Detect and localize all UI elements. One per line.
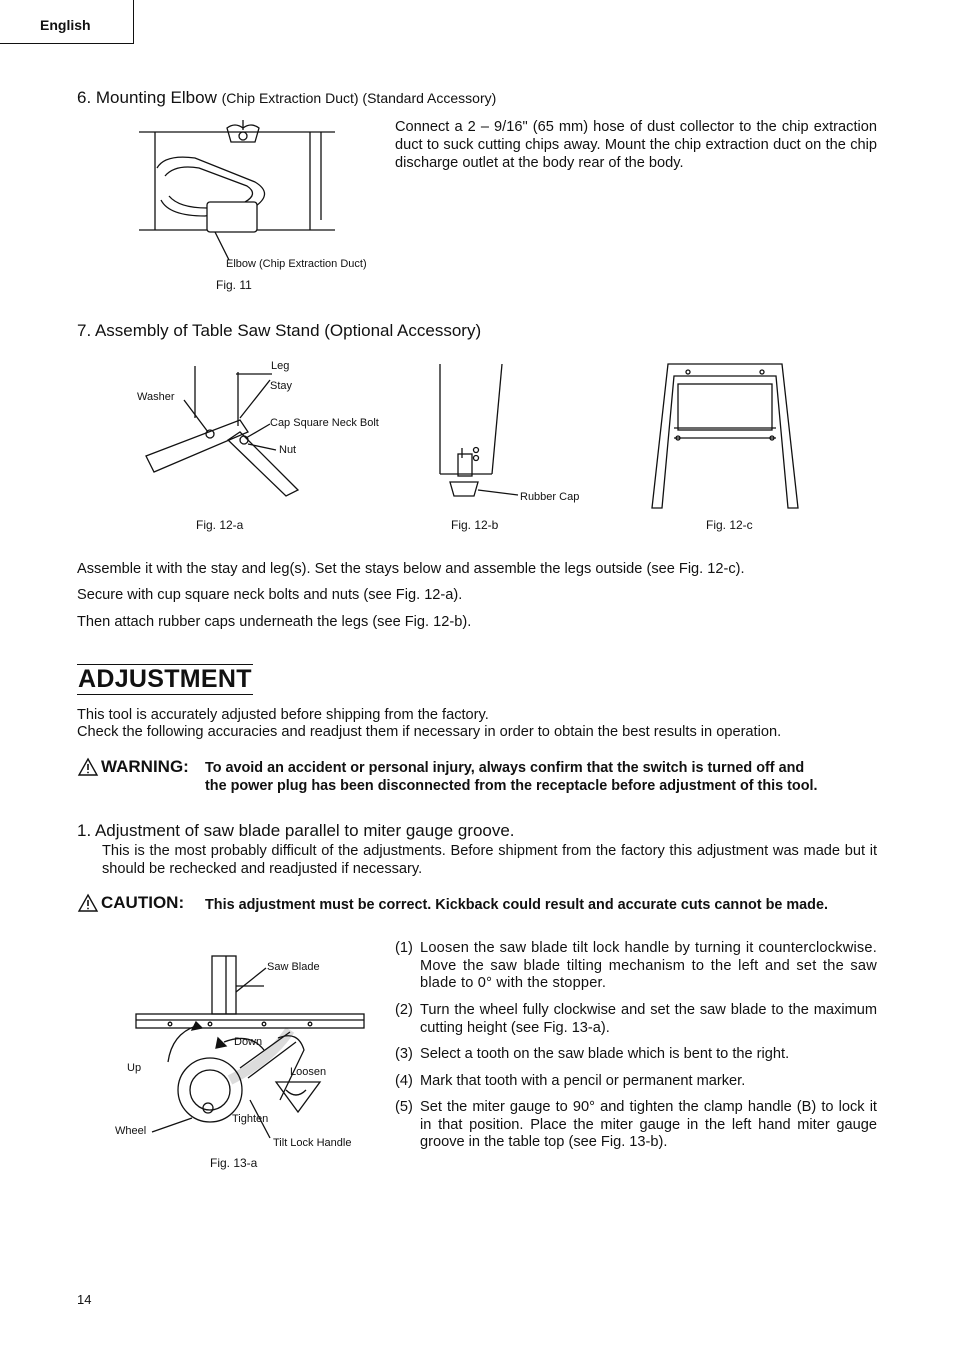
adjustment-intro-2: Check the following accuracies and readjust them if necessary in order to obtain the best results in operation. xyxy=(77,724,782,740)
step-1-number: (1) xyxy=(395,940,413,956)
fig-11-elbow-label: Elbow (Chip Extraction Duct) xyxy=(226,258,367,270)
fig-12a-caption: Fig. 12-a xyxy=(196,518,244,532)
section-7-para-2: Secure with cup square neck bolts and nuts (see Fig. 12-a). xyxy=(77,587,463,603)
step-5-text: Set the miter gauge to 90° and tighten the clamp handle (B) to lock it in that position. Place the miter gauge in the left hand miter gauge groove in the table top (see Fig. 13-b). xyxy=(420,1099,877,1150)
fig-13a-wheel-label: Wheel xyxy=(115,1125,147,1137)
fig-13a-loosen-label: Loosen xyxy=(290,1066,327,1078)
fig-12a-leg-label: Leg xyxy=(271,360,290,372)
fig-13a-up-label: Up xyxy=(127,1062,142,1074)
warning-text-line-1: To avoid an accident or personal injury, always confirm that the switch is turned off and xyxy=(205,760,805,776)
fig-11-drawing xyxy=(135,120,345,250)
step-5-number: (5) xyxy=(395,1099,413,1115)
section-7-title: 7. Assembly of Table Saw Stand (Optional Accessory) xyxy=(77,321,482,340)
item-1-title: 1. Adjustment of saw blade parallel to miter gauge groove. xyxy=(77,821,515,840)
fig-13a-saw-blade-label: Saw Blade xyxy=(267,961,320,973)
section-6-title: 6. Mounting Elbow (Chip Extraction Duct) (Standard Accessory) xyxy=(77,88,497,107)
caution-label: CAUTION: xyxy=(101,893,185,912)
item-1-text: This is the most probably difficult of the adjustments. Before shipment from the factory this adjustment was made but it should be rechecked and readjusted if necessary. xyxy=(102,843,877,877)
fig-12c-drawing xyxy=(650,362,800,512)
warning-label: WARNING: xyxy=(101,757,189,776)
step-3-text: Select a tooth on the saw blade which is bent to the right. xyxy=(420,1046,790,1062)
page-number: 14 xyxy=(77,1292,92,1307)
section-7-para-3: Then attach rubber caps underneath the legs (see Fig. 12-b). xyxy=(77,614,472,630)
caution-triangle-icon xyxy=(78,894,98,912)
step-2-number: (2) xyxy=(395,1002,413,1018)
section-7-para-1: Assemble it with the stay and leg(s). Set the stays below and assemble the legs outside (see Fig. 12-c). xyxy=(77,561,745,577)
fig-13a-tilt-lock-label: Tilt Lock Handle xyxy=(273,1137,352,1149)
language-tab xyxy=(0,0,134,44)
fig-12b-rubber-cap-label: Rubber Cap xyxy=(520,491,580,503)
fig-13a-caption: Fig. 13-a xyxy=(210,1156,258,1170)
caution-text: This adjustment must be correct. Kickback could result and accurate cuts cannot be made. xyxy=(205,897,828,913)
step-4-number: (4) xyxy=(395,1073,413,1089)
adjustment-heading: ADJUSTMENT xyxy=(78,665,252,693)
fig-13a-down-label: Down xyxy=(234,1036,263,1048)
fig-12c-caption: Fig. 12-c xyxy=(706,518,753,532)
step-4-text: Mark that tooth with a pencil or permanent marker. xyxy=(420,1073,746,1089)
fig-11-caption: Fig. 11 xyxy=(216,278,252,292)
step-2-text: Turn the wheel fully clockwise and set the saw blade to the maximum cutting height (see Fig. 13-a). xyxy=(420,1002,877,1036)
adjustment-intro-1: This tool is accurately adjusted before shipping from the factory. xyxy=(77,707,489,723)
fig-12b-drawing xyxy=(430,362,520,512)
warning-text-line-2: the power plug has been disconnected from the receptacle before adjustment of this tool. xyxy=(205,778,818,794)
fig-13a-tighten-label: Tighten xyxy=(232,1113,269,1125)
steps-list xyxy=(395,940,877,1170)
section-6-text: Connect a 2 – 9/16" (65 mm) hose of dust collector to the chip extraction duct to suck cutting chips away. Mount the chip extraction duct on the chip discharge outlet at the body rear of the body. xyxy=(395,119,877,171)
fig-12a-washer-label: Washer xyxy=(137,391,175,403)
warning-triangle-icon xyxy=(78,758,98,776)
fig-12a-nut-label: Nut xyxy=(279,444,297,456)
language-label: English xyxy=(40,17,91,33)
fig-12a-stay-label: Stay xyxy=(270,380,293,392)
step-3-number: (3) xyxy=(395,1046,413,1062)
step-1-text: Loosen the saw blade tilt lock handle by turning it counterclockwise. Move the saw blade tilting mechanism to the left and set the saw blade to 0° with the stopper. xyxy=(420,940,877,991)
fig-12b-caption: Fig. 12-b xyxy=(451,518,499,532)
fig-12a-bolt-label: Cap Square Neck Bolt xyxy=(270,417,379,429)
